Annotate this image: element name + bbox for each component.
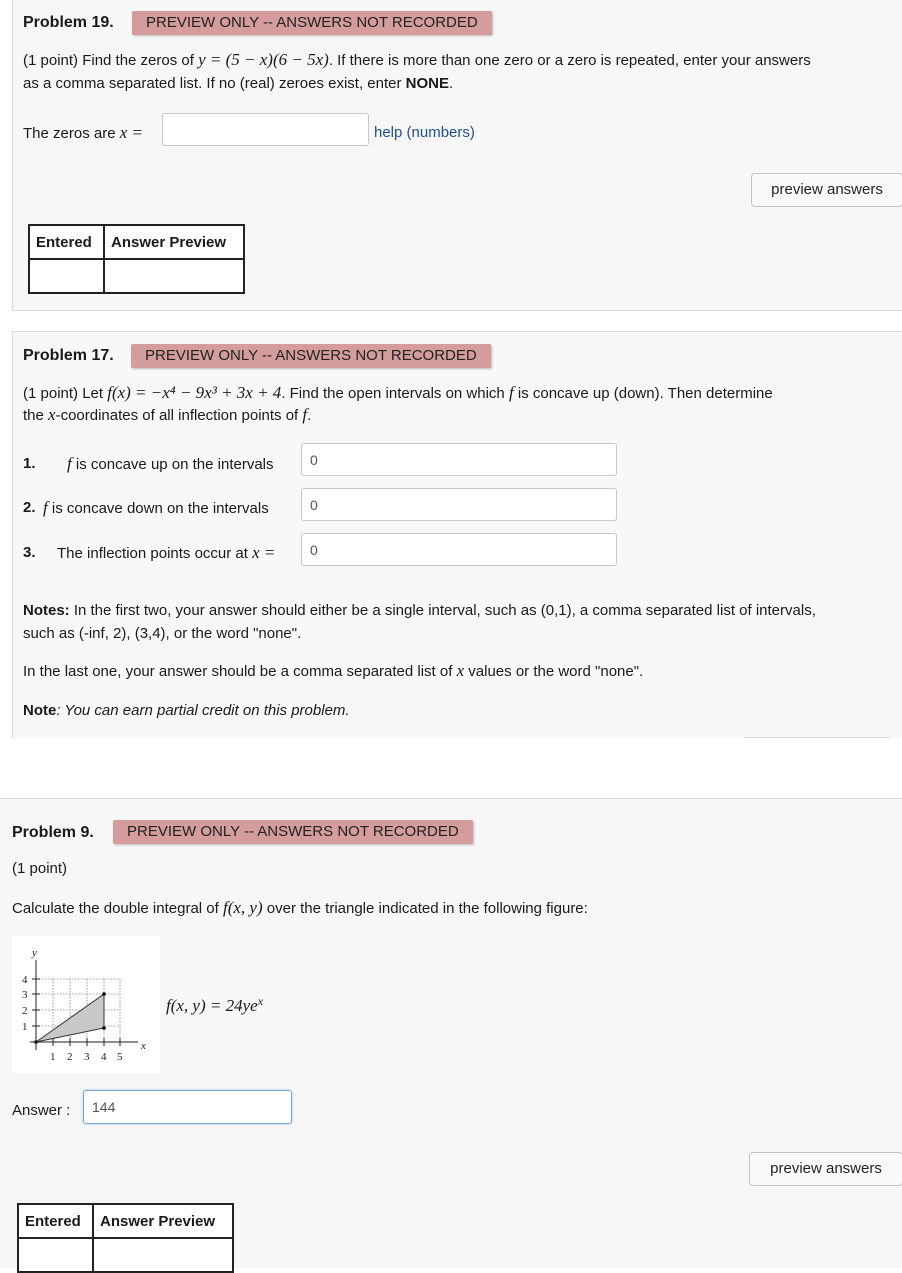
x-symbol: x: [456, 661, 465, 680]
entered-header: Entered: [29, 225, 104, 259]
divider: [744, 737, 890, 738]
y-tick-label: 3: [22, 989, 28, 1001]
problem-17-preview-badge: PREVIEW ONLY -- ANSWERS NOT RECORDED: [131, 344, 491, 368]
note-text: : You can earn partial credit on this problem.: [56, 702, 350, 719]
equation: y = (5 − x)(6 − 5x): [198, 50, 329, 69]
x-tick-label: 4: [101, 1051, 107, 1063]
concave-down-input[interactable]: [301, 488, 617, 521]
statement-text: . If there is more than one zero or a zero is repeated, enter your answers: [328, 52, 811, 69]
item-number: 3.: [23, 544, 36, 561]
item-number: 2.: [23, 499, 36, 516]
statement-text: the: [23, 407, 49, 424]
problem-9-preview-badge: PREVIEW ONLY -- ANSWERS NOT RECORDED: [113, 820, 473, 844]
problem-19-title: Problem 19.: [23, 14, 114, 31]
item-number: 1.: [23, 455, 36, 472]
item-label: is concave up on the intervals: [71, 456, 274, 473]
item-label: The inflection points occur at: [57, 545, 253, 562]
statement-text: -coordinates of all inflection points of: [55, 407, 303, 424]
triangle-graph: [12, 936, 160, 1073]
x-equals: x =: [252, 543, 276, 562]
y-tick-label: 2: [22, 1005, 28, 1017]
entered-header: Entered: [18, 1204, 93, 1238]
statement-text: (1 point) Find the zeros of: [23, 52, 199, 69]
problem-9-results-table: [17, 1203, 234, 1273]
problem-9-title: Problem 9.: [12, 824, 94, 841]
problem-19-preview-badge: PREVIEW ONLY -- ANSWERS NOT RECORDED: [132, 11, 492, 35]
problem-17-statement-line1: [23, 382, 773, 405]
function-equation: f(x, y) = 24ye: [166, 996, 258, 1015]
vertex-point: [102, 1026, 106, 1030]
concave-up-input[interactable]: [301, 443, 617, 476]
exponent: x: [257, 994, 264, 1008]
problem-9-points: (1 point): [12, 860, 68, 877]
statement-text: Calculate the double integral of: [12, 900, 223, 917]
item-label: is concave down on the intervals: [47, 500, 269, 517]
statement-text: (1 point) Let: [23, 385, 108, 402]
statement-text: . Find the open intervals on which: [281, 385, 509, 402]
notes-line1: [23, 600, 816, 622]
problem-19-prompt: [23, 122, 143, 145]
none-keyword: NONE: [405, 75, 450, 92]
partial-credit-note: [23, 700, 350, 722]
entered-cell: [29, 259, 104, 293]
statement-text: over the triangle indicated in the following figure:: [262, 900, 588, 917]
zeros-answer-input[interactable]: [162, 113, 369, 146]
statement-text: .: [449, 75, 454, 92]
x-symbol: x: [48, 405, 56, 424]
f-symbol: f: [43, 498, 48, 517]
entered-cell: [18, 1238, 93, 1272]
x-axis-label: x: [141, 1040, 146, 1052]
note-heading: Note: [23, 702, 57, 719]
inflection-points-input[interactable]: [301, 533, 617, 566]
table-header-row: [29, 225, 244, 259]
vertex-point: [102, 992, 106, 996]
notes-text: In the last one, your answer should be a comma separated list of: [23, 663, 457, 680]
statement-text: as a comma separated list. If no (real) zeroes exist, enter: [23, 75, 406, 92]
answer-label: Answer :: [12, 1102, 71, 1119]
answer-preview-cell: [104, 259, 244, 293]
answer-preview-cell: [93, 1238, 233, 1272]
table-row: [18, 1238, 233, 1272]
fxy-symbol: f(x, y): [222, 898, 263, 917]
equation: f(x) = −x⁴ − 9x³ + 3x + 4: [107, 383, 282, 402]
problem-17-title: Problem 17.: [23, 347, 114, 364]
statement-text: .: [307, 407, 312, 424]
inflection-points-label: [57, 542, 275, 565]
x-tick-label: 5: [117, 1051, 123, 1063]
function-definition: [166, 990, 263, 1018]
prompt-math: x =: [119, 123, 143, 142]
y-tick-label: 1: [22, 1021, 28, 1033]
concave-down-label: [43, 497, 269, 520]
y-axis-label: y: [32, 947, 37, 959]
f-symbol: f: [302, 405, 308, 424]
y-tick-label: 4: [22, 974, 28, 986]
x-tick-label: 3: [84, 1051, 90, 1063]
notes-heading: Notes:: [23, 602, 70, 619]
triangle-figure: [12, 936, 160, 1073]
double-integral-answer-input[interactable]: [83, 1090, 292, 1124]
x-tick-label: 1: [50, 1051, 56, 1063]
notes-line2: such as (-inf, 2), (3,4), or the word "none".: [23, 625, 302, 642]
problem-19-statement-line2: [23, 73, 453, 95]
concave-up-label: [67, 453, 274, 476]
problem-19-statement-line1: [23, 49, 811, 72]
table-header-row: [18, 1204, 233, 1238]
x-tick-label: 2: [67, 1051, 73, 1063]
notes-text: In the first two, your answer should either be a single interval, such as (0,1), a comma separated list of intervals,: [69, 602, 816, 619]
problem-19-preview-button[interactable]: preview answers: [751, 173, 902, 207]
last-note: [23, 660, 643, 683]
f-symbol: f: [508, 383, 514, 402]
problem-9-statement: [12, 897, 588, 920]
problem-17-statement-line2: [23, 404, 311, 427]
answer-preview-header: Answer Preview: [104, 225, 244, 259]
problem-19-results-table: [28, 224, 245, 294]
prompt-text: The zeros are: [23, 125, 120, 142]
notes-text: values or the word "none".: [464, 663, 644, 680]
table-row: [29, 259, 244, 293]
problem-9-preview-button[interactable]: preview answers: [749, 1152, 902, 1186]
help-numbers-link[interactable]: help (numbers): [374, 124, 475, 141]
statement-text: is concave up (down). Then determine: [513, 385, 773, 402]
answer-preview-header: Answer Preview: [93, 1204, 233, 1238]
f-symbol: f: [67, 454, 72, 473]
